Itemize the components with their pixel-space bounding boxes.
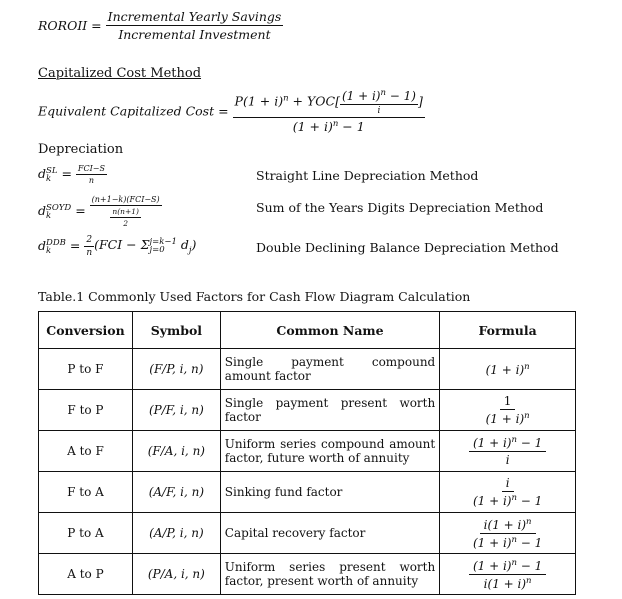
table-row [39,472,576,513]
table-row [39,513,576,554]
header-conversion: Conversion [39,312,133,349]
table-header-row [39,312,576,349]
symbol-cell: (F/P, i, n) [132,349,220,390]
name-cell: Single payment present worth factor [220,390,439,431]
name-cell: Capital recovery factor [220,513,439,554]
depreciation-soyd-fraction: $\frac{\text{(n+1−k)(FCI−S)}}{\frac{n(n+1)}{2}}$ [91,195,160,228]
formula-cell: $\frac{i(1 + i)^n}{(1 + i)^n - 1}$ [440,513,576,554]
header-symbol: Symbol [132,312,220,349]
name-cell: Uniform series present worth factor, present worth of annuity [220,554,439,595]
roroii-label: ROROII = [38,18,102,33]
table-row [39,390,576,431]
capitalized-numerator: $P(1 + i)^n + YOC$[ $\frac{(1 + i)^n - 1)}{i}$ ] [234,88,423,116]
capitalized-denominator: $(1 + i)^n - 1$ [292,119,365,135]
depreciation-soyd-name: Sum of the Years Digits Depreciation Method [256,200,544,215]
formula-cell: $\frac{1}{(1 + i)^n}$ [440,390,576,431]
depreciation-sl-name: Straight Line Depreciation Method [256,168,479,183]
depreciation-heading: Depreciation [38,142,124,157]
roroii-formula [38,9,283,42]
conversion-cell: F to P [39,390,133,431]
table-row [39,431,576,472]
capitalized-formula [38,88,425,134]
symbol-cell: (P/A, i, n) [132,554,220,595]
symbol-cell: (P/F, i, n) [132,390,220,431]
formula-cell: $\frac{i}{(1 + i)^n - 1}$ [440,472,576,513]
name-cell: Uniform series compound amount factor, future worth of annuity [220,431,439,472]
depreciation-ddb-formula: d DDB k = $\frac{2}{n}$ (FCI − Σ j=k−1 j=0 $d_j$) [38,235,197,258]
conversion-cell: P to A [39,513,133,554]
symbol-cell: (F/A, i, n) [132,431,220,472]
conversion-cell: A to P [39,554,133,595]
symbol-cell: (A/P, i, n) [132,513,220,554]
formula-cell: $(1 + i)^n$ [440,349,576,390]
capitalized-label: Equivalent Capitalized Cost = [38,103,229,119]
header-common-name: Common Name [220,312,439,349]
depreciation-ddb-name: Double Declining Balance Depreciation Method [256,240,559,255]
conversion-cell: A to F [39,431,133,472]
depreciation-sl-formula: d SL k = $\frac{\text{FCI−S}}{n}$ [38,164,105,185]
depreciation-ddb-coefficient: $\frac{2}{n}$ [86,235,93,258]
roroii-denominator: Incremental Investment [118,27,271,42]
conversion-cell: F to A [39,472,133,513]
name-cell: Sinking fund factor [220,472,439,513]
table-row [39,349,576,390]
roroii-fraction [106,9,284,42]
factors-table [38,311,576,595]
capitalized-fraction [233,88,425,134]
formula-cell: $\frac{(1 + i)^n - 1}{i}$ [440,431,576,472]
capitalized-heading: Capitalized Cost Method [38,66,202,81]
depreciation-sl-fraction: $\frac{\text{FCI−S}}{n}$ [77,164,105,185]
table-row [39,554,576,595]
conversion-cell: P to F [39,349,133,390]
depreciation-soyd-formula: d SOYD k = $\frac{\text{(n+1−k)(FCI−S)}}{\frac{n(n+1)}{2}}$ [38,195,160,228]
header-formula: Formula [440,312,576,349]
symbol-cell: (A/F, i, n) [132,472,220,513]
roroii-numerator: Incremental Yearly Savings [107,9,282,24]
capitalized-inner-fraction: $\frac{(1 + i)^n - 1)}{i}$ [341,88,416,116]
name-cell: Single payment compound amount factor [220,349,439,390]
formula-cell: $\frac{(1 + i)^n - 1}{i(1 + i)^n}$ [440,554,576,595]
table-caption: Table.1 Commonly Used Factors for Cash Flow Diagram Calculation [38,289,471,304]
